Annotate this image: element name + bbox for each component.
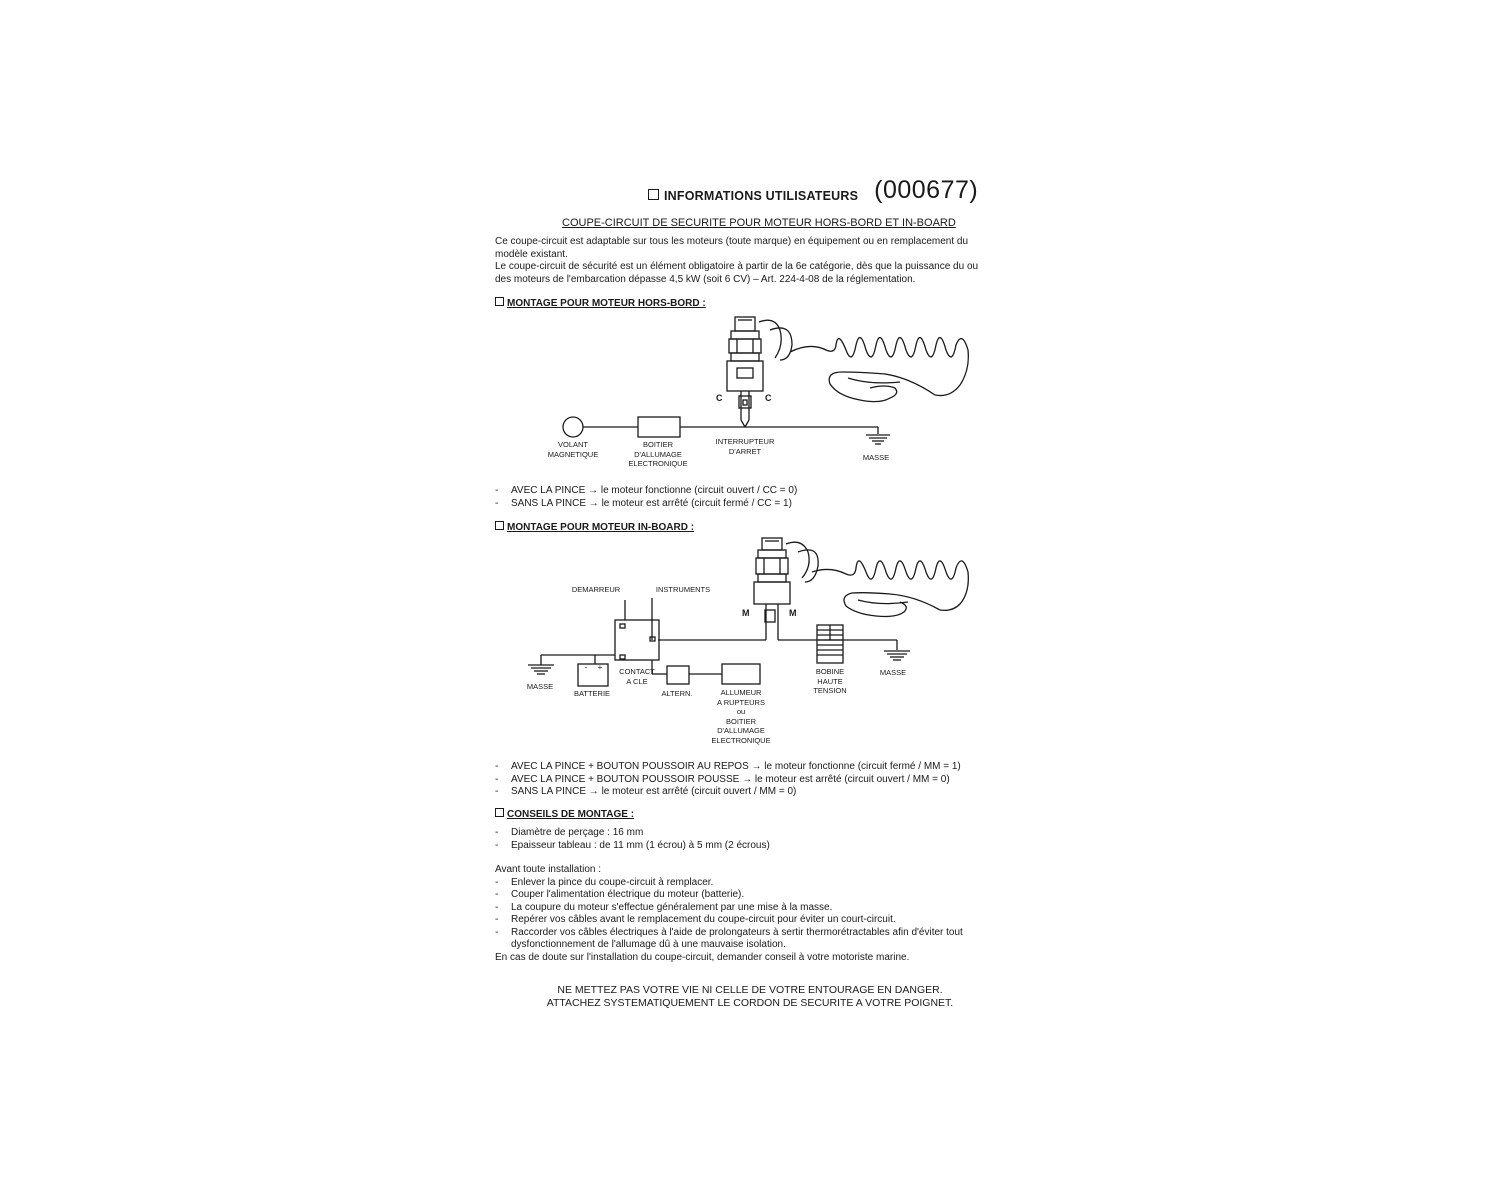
label-volant-magnetique <box>548 440 598 459</box>
header-label: INFORMATIONS UTILISATEURS <box>664 189 859 203</box>
battery-minus: - <box>584 663 588 672</box>
label-demarreur: DEMARREUR <box>571 585 621 594</box>
label-line: BOITIER <box>725 716 756 726</box>
installation-steps <box>495 864 963 964</box>
list-item-text: AVEC LA PINCE + BOUTON POUSSOIR AU REPOS → le moteur fonctionne (circuit fermé / MM = 1) <box>511 761 961 772</box>
battery-icon <box>578 664 608 686</box>
list-item-text: SANS LA PINCE → le moteur est arrêté (circuit ouvert / MM = 0) <box>511 786 797 797</box>
label-line: MAGNETIQUE <box>547 449 599 459</box>
label-line: ALLUMEUR <box>720 688 762 697</box>
section-title-conseils <box>495 808 634 820</box>
list-item-text: Epaisseur tableau : de 11 mm (1 écrou) à 5 mm (2 écrous) <box>511 839 770 851</box>
intro-line: modèle existant. <box>495 248 568 260</box>
list-item-continuation <box>495 939 963 952</box>
list-item-text: Repérer vos câbles avant le remplacement du coupe-circuit pour éviter un court-circuit. <box>511 914 896 925</box>
label-masse-right: MASSE <box>879 668 907 677</box>
distributor-icon <box>722 664 760 684</box>
label-interrupteur <box>716 437 775 456</box>
label-line: D'ALLUMAGE <box>717 726 765 735</box>
alternator-icon <box>667 666 689 684</box>
label-line: A RUPTEURS <box>717 697 765 707</box>
list-item: - AVEC LA PINCE → le moteur fonctionne (circuit ouvert / CC = 0) <box>495 485 798 496</box>
list-item-text: SANS LA PINCE → le moteur est arrêté (circuit fermé / CC = 1) <box>511 497 792 509</box>
label-line: ELECTRONIQUE <box>628 459 688 468</box>
list-item: - Epaisseur tableau : de 11 mm (1 écrou) à 5 mm (2 écrous) <box>495 839 770 851</box>
list-item-text: Diamètre de perçage : 16 mm <box>511 827 644 838</box>
intro-line: Ce coupe-circuit est adaptable sur tous les moteurs (toute marque) en équipement ou en remplacement du <box>495 236 969 247</box>
label-masse: MASSE <box>862 453 890 462</box>
document-subtitle: COUPE-CIRCUIT DE SECURITE POUR MOTEUR HORS-BORD ET IN-BOARD <box>562 217 956 229</box>
label-line: VOLANT <box>557 440 589 449</box>
label-boitier <box>628 440 687 469</box>
list-item-text: AVEC LA PINCE + BOUTON POUSSOIR POUSSE → le moteur est arrêté (circuit ouvert / MM = 0) <box>511 773 950 785</box>
label-line: D'ARRET <box>728 446 762 456</box>
label-bobine <box>813 667 846 696</box>
safety-warning <box>490 984 1010 1010</box>
checkbox-icon <box>495 521 504 530</box>
list-item-text: La coupure du moteur s'effectue généralement par une mise à la masse. <box>511 901 833 913</box>
conseils-bullets <box>495 827 770 852</box>
clip-pince-icon <box>844 593 940 617</box>
terminal-m-right: M <box>789 608 797 618</box>
hors-bord-bullets <box>495 485 797 510</box>
hors-bord-diagram <box>563 317 968 444</box>
label-line: BOBINE <box>815 667 845 676</box>
section-title-in-board <box>495 521 694 533</box>
in-board-bullets <box>495 761 961 799</box>
list-item: - Raccorder vos câbles électriques à l'aide de prolongateurs à sertir thermorétractables afin d'éviter tout <box>495 926 963 938</box>
terminal-m-left: M <box>742 608 750 618</box>
label-line: A CLE <box>626 676 648 686</box>
label-altern: ALTERN. <box>661 689 693 698</box>
list-item-text: AVEC LA PINCE → le moteur fonctionne (circuit ouvert / CC = 0) <box>511 485 798 496</box>
kill-switch-icon <box>727 317 763 427</box>
label-batterie: BATTERIE <box>573 689 611 698</box>
list-item: - Diamètre de perçage : 16 mm <box>495 827 644 838</box>
label-line: TENSION <box>813 686 847 695</box>
doute-line: En cas de doute sur l'installation du coupe-circuit, demander conseil à votre motoriste marine. <box>495 951 910 963</box>
section-title-text: CONSEILS DE MONTAGE : <box>507 809 635 820</box>
warning-line: NE METTEZ PAS VOTRE VIE NI CELLE DE VOTRE ENTOURAGE EN DANGER. <box>557 984 943 996</box>
list-item-text: Enlever la pince du coupe-circuit à remplacer. <box>511 876 714 888</box>
clip-pince-icon <box>829 372 935 402</box>
ignition-box-icon <box>638 417 680 437</box>
label-instruments: INSTRUMENTS <box>655 585 711 594</box>
section-title-text: MONTAGE POUR MOTEUR IN-BOARD : <box>507 522 695 533</box>
flywheel-magnet-icon <box>563 417 583 437</box>
intro-line: Le coupe-circuit de sécurité est un élément obligatoire à partir de la 6e catégorie, dès que la puissance du ou <box>495 261 979 272</box>
label-line: INTERRUPTEUR <box>715 437 775 446</box>
label-line: HAUTE <box>817 676 843 686</box>
intro-line: des moteurs de l'embarcation dépasse 4,5 kW (soit 6 CV) – Art. 224-4-08 de la réglementation. <box>495 273 916 285</box>
label-contact-cle <box>619 667 655 686</box>
list-item: - Repérer vos câbles avant le remplacement du coupe-circuit pour éviter un court-circuit. <box>495 914 896 925</box>
list-item: - AVEC LA PINCE + BOUTON POUSSOIR AU REPOS → le moteur fonctionne (circuit fermé / MM = 1) <box>495 761 961 772</box>
list-item-text: Raccorder vos câbles électriques à l'aide de prolongateurs à sertir thermorétractables afin d'éviter tout <box>511 926 963 938</box>
avant-heading: Avant toute installation : <box>495 864 601 875</box>
label-line: CONTACT <box>619 667 655 676</box>
label-line: ou <box>736 707 746 716</box>
kill-switch-icon <box>754 538 790 628</box>
checkbox-icon <box>495 808 504 817</box>
reference-number: (000677) <box>874 176 979 204</box>
terminal-c-left: C <box>716 393 723 403</box>
list-item: - AVEC LA PINCE + BOUTON POUSSOIR POUSSE → le moteur est arrêté (circuit ouvert / MM = 0) <box>495 773 950 785</box>
lanyard-hook <box>759 320 781 358</box>
label-line: BOITIER <box>642 440 673 449</box>
battery-plus: + <box>597 663 603 672</box>
list-item: - SANS LA PINCE → le moteur est arrêté (circuit fermé / CC = 1) <box>495 497 792 509</box>
list-item-text: dysfonctionnement de l'allumage dû à une mauvaise isolation. <box>511 939 786 950</box>
list-item: - La coupure du moteur s'effectue généralement par une mise à la masse. <box>495 901 833 913</box>
list-item: - Enlever la pince du coupe-circuit à remplacer. <box>495 876 714 888</box>
list-item: - SANS LA PINCE → le moteur est arrêté (circuit ouvert / MM = 0) <box>495 786 797 797</box>
warning-line: ATTACHEZ SYSTEMATIQUEMENT LE CORDON DE SECURITE A VOTRE POIGNET. <box>546 997 954 1009</box>
section-title-text: MONTAGE POUR MOTEUR HORS-BORD : <box>507 298 706 309</box>
label-allumeur <box>711 688 770 745</box>
label-masse-left: MASSE <box>526 682 554 691</box>
list-item: - Couper l'alimentation électrique du moteur (batterie). <box>495 889 745 900</box>
label-line: D'ALLUMAGE <box>634 449 682 459</box>
label-line: ELECTRONIQUE <box>711 735 771 745</box>
list-item-text: Couper l'alimentation électrique du moteur (batterie). <box>511 889 745 900</box>
terminal-c-right: C <box>765 393 772 403</box>
